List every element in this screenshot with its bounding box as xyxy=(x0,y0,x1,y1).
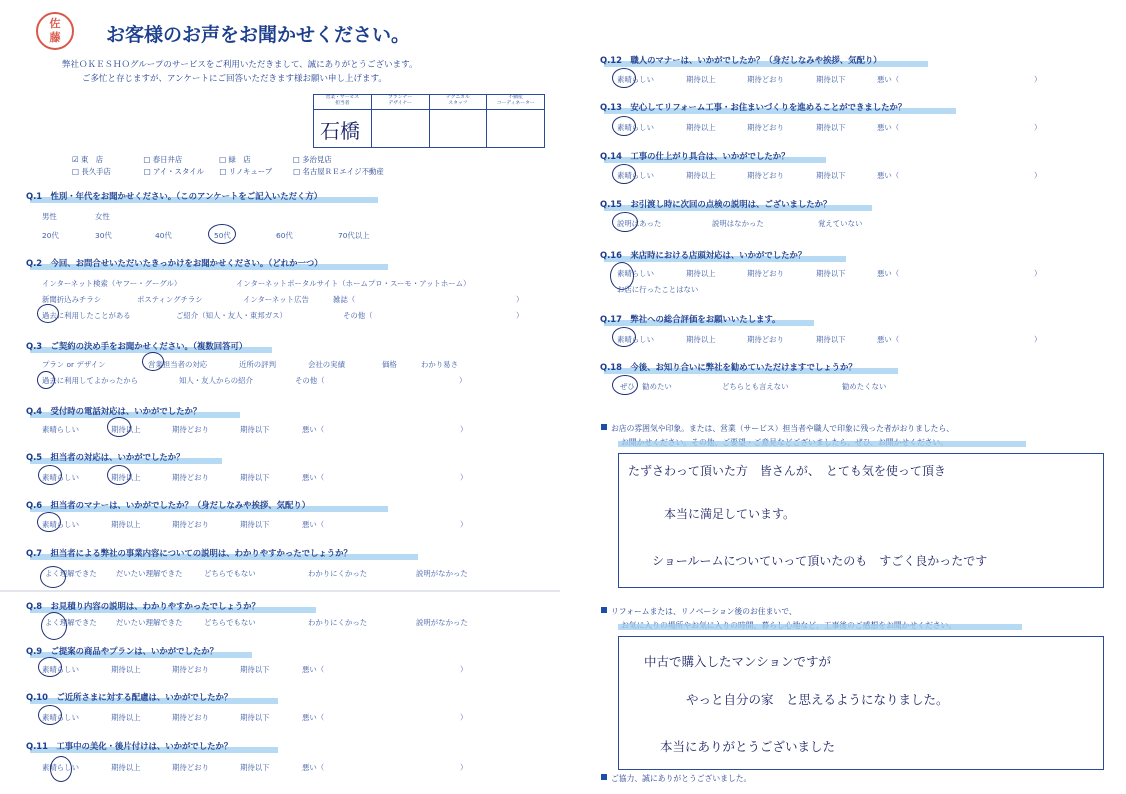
q10-below: 期待以下 xyxy=(240,713,270,722)
q2-other: その他（ xyxy=(343,311,373,320)
q4-bad: 悪い（ xyxy=(302,425,325,434)
q12-below: 期待以下 xyxy=(816,75,846,84)
answer-circle xyxy=(612,68,636,88)
store-nagakute: 長久手店 xyxy=(81,167,111,176)
checkbox-checked-icon[interactable]: ☑ xyxy=(72,155,79,164)
q15-dont-remember: 覚えていない xyxy=(818,219,863,228)
answer-circle xyxy=(208,224,236,244)
q14-above: 期待以上 xyxy=(686,171,716,180)
q15-explained[interactable]: 説明はあった xyxy=(617,219,662,228)
q13-as-expected: 期待どおり xyxy=(747,123,784,132)
store-midori: 緑 店 xyxy=(228,155,251,164)
q5-above[interactable]: 期待以上 xyxy=(111,473,141,482)
q2-web-ad: インターネット広告 xyxy=(243,295,309,304)
question-14: Q.14 工事の仕上がり具合は、いかがでしたか？ xyxy=(600,151,790,161)
q3-price: 価格 xyxy=(382,360,397,369)
footer-thanks: ご協力、誠にありがとうございました。 xyxy=(601,773,751,784)
answer-circle xyxy=(142,352,164,371)
q3-other-close: ） xyxy=(459,376,467,385)
question-16: Q.16 来店時における店頭対応は、いかがでしたか？ xyxy=(600,250,807,260)
store-nagoya-re: 名古屋ＲＥエイジ不動産 xyxy=(302,167,384,176)
staff-header-realestate: 不動産 コーディネーター xyxy=(496,95,535,106)
q11-above: 期待以上 xyxy=(111,763,141,772)
q7-well[interactable]: よく理解できた xyxy=(45,569,97,578)
q5-below: 期待以下 xyxy=(240,473,270,482)
q1-female: 女性 xyxy=(95,212,110,221)
comment2-line-1: 中古で購入したマンションですが xyxy=(644,654,831,669)
q6-above: 期待以上 xyxy=(111,520,141,529)
q10-above: 期待以上 xyxy=(111,713,141,722)
q1-age-50[interactable]: 50代 xyxy=(214,231,231,240)
q10-bad-close: ） xyxy=(460,713,468,722)
checkbox-icon[interactable]: □ xyxy=(72,167,79,176)
q16-below: 期待以下 xyxy=(816,269,846,278)
q2-other-close: ） xyxy=(516,311,524,320)
store-renocube: リノキューブ xyxy=(228,167,273,176)
q3-friend-referral: 知人・友人からの紹介 xyxy=(179,376,253,385)
answer-circle xyxy=(612,375,638,395)
staff-header-sales: 営業・サービス 担当者 xyxy=(314,95,372,109)
intro-line-2: ご多忙と存じますが、アンケートにご回答いただきます様お願い申し上げます。 xyxy=(82,74,387,84)
q1-male: 男性 xyxy=(42,212,57,221)
q4-below: 期待以下 xyxy=(240,425,270,434)
store-istyle: アイ・スタイル xyxy=(153,167,204,176)
q4-as-expected: 期待どおり xyxy=(172,425,209,434)
answer-circle xyxy=(107,417,131,437)
q3-track-record: 会社の実績 xyxy=(308,360,345,369)
q2-magazine-close: ） xyxy=(516,295,524,304)
q9-excellent[interactable]: 素晴らしい xyxy=(42,665,79,674)
q6-bad: 悪い（ xyxy=(302,520,325,529)
q9-as-expected: 期待どおり xyxy=(172,665,209,674)
q1-age-70: 70代以上 xyxy=(338,231,370,240)
q8-mostly: だいたい理解できた xyxy=(116,618,183,627)
checkbox-icon[interactable]: □ xyxy=(143,155,151,164)
q6-as-expected: 期待どおり xyxy=(172,520,209,529)
store-row-1 xyxy=(72,154,332,165)
q18-neutral: どちらとも言えない xyxy=(722,382,789,391)
q1-age-20: 20代 xyxy=(42,231,59,240)
answer-circle xyxy=(38,705,62,725)
q3-past-good[interactable]: 過去に利用してよかったから xyxy=(42,376,139,385)
q12-bad: 悪い（ xyxy=(877,75,900,84)
q13-below: 期待以下 xyxy=(816,123,846,132)
q15-not-explained: 説明はなかった xyxy=(712,219,764,228)
page-title: お客様のお声をお聞かせください。 xyxy=(106,24,411,46)
question-10: Q.10 ご近所さまに対する配慮は、いかがでしたか？ xyxy=(26,692,233,702)
comment1-prompt-1: お店の雰囲気や印象。または、営業（サービス）担当者や職人で印象に残った者がおりましたら、 xyxy=(601,423,954,434)
answer-circle xyxy=(612,212,638,232)
question-9: Q.9 ご提案の商品やプランは、いかがでしたか？ xyxy=(26,646,219,656)
q9-below: 期待以下 xyxy=(240,665,270,674)
answer-circle xyxy=(612,327,636,347)
q17-above: 期待以上 xyxy=(686,335,716,344)
q6-below: 期待以下 xyxy=(240,520,270,529)
q11-below: 期待以下 xyxy=(240,763,270,772)
q8-none: 説明がなかった xyxy=(416,618,468,627)
question-8: Q.8 お見積り内容の説明は、わかりやすかったでしょうか？ xyxy=(26,601,260,611)
page-divider xyxy=(0,590,560,592)
q17-below: 期待以下 xyxy=(816,335,846,344)
answer-circle xyxy=(612,116,636,136)
q14-bad: 悪い（ xyxy=(877,171,900,180)
square-bullet-icon xyxy=(601,607,607,613)
q2-posting: ポスティングチラシ xyxy=(137,295,203,304)
store-kasugai: 春日井店 xyxy=(152,155,183,164)
q5-bad-close: ） xyxy=(460,473,468,482)
q2-magazine: 雑誌（ xyxy=(333,295,356,304)
q5-bad: 悪い（ xyxy=(302,473,325,482)
question-3: Q.3 ご契約の決め手をお聞かせください。（複数回答可） xyxy=(26,341,248,351)
comment2-prompt-1: リフォームまたは、リノベーション後のお住まいで、 xyxy=(601,606,797,617)
q18-recommend[interactable]: ぜひ 勧めたい xyxy=(620,382,672,391)
question-18: Q.18 今後、お知り合いに弊社を勧めていただけますでしょうか？ xyxy=(600,362,857,372)
q14-as-expected: 期待どおり xyxy=(747,171,784,180)
q17-as-expected: 期待どおり xyxy=(747,335,784,344)
question-5: Q.5 担当者の対応は、いかがでしたか？ xyxy=(26,452,185,462)
q7-neutral: どちらでもない xyxy=(204,569,256,578)
q9-bad-close: ） xyxy=(460,665,468,674)
question-11: Q.11 工事中の美化・後片付けは、いかがでしたか？ xyxy=(26,741,233,751)
q3-sales-staff[interactable]: 営業担当者の対応 xyxy=(148,360,208,369)
q12-excellent[interactable]: 素晴らしい xyxy=(617,75,654,84)
answer-circle xyxy=(612,164,636,184)
seal-stamp: 佐藤 xyxy=(36,12,74,50)
staff-header-technical: テクニカル スタッフ xyxy=(430,95,488,109)
q12-as-expected: 期待どおり xyxy=(747,75,784,84)
q18-not-recommend: 勧めたくない xyxy=(842,382,887,391)
q2-newspaper: 新聞折込みチラシ xyxy=(42,295,102,304)
answer-circle xyxy=(37,512,61,532)
sales-staff-name: 石橋 xyxy=(320,119,360,143)
answer-circle xyxy=(38,465,62,485)
q3-plan: プラン or デザイン xyxy=(42,360,106,369)
question-15: Q.15 お引渡し時に次回の点検の説明は、ございましたか？ xyxy=(600,199,832,209)
q11-bad-close: ） xyxy=(460,763,468,772)
q17-bad-close: ） xyxy=(1034,335,1042,344)
question-7: Q.7 担当者による弊社の事業内容についての説明は、わかりやすかったでしょうか？ xyxy=(26,548,352,558)
q4-above[interactable]: 期待以上 xyxy=(111,425,141,434)
q16-never-visited: お店に行ったことはない xyxy=(617,285,699,294)
q10-as-expected: 期待どおり xyxy=(172,713,209,722)
q16-bad-close: ） xyxy=(1034,269,1042,278)
question-4: Q.4 受付時の電話対応は、いかがでしたか？ xyxy=(26,406,202,416)
question-2: Q.2 今回、お問合せいただいたきっかけをお聞かせください。（どれか一つ） xyxy=(26,258,323,268)
q3-clarity: わかり易さ xyxy=(421,360,458,369)
q17-bad: 悪い（ xyxy=(877,335,900,344)
checkbox-icon[interactable]: □ xyxy=(219,167,227,176)
question-17: Q.17 弊社への総合評価をお願いいたします。 xyxy=(600,314,781,324)
q11-excellent[interactable]: 素晴らしい xyxy=(42,763,79,772)
question-13: Q.13 安心してリフォーム工事・お住まいづくりを進めることができましたか？ xyxy=(600,102,907,112)
q8-hard: わかりにくかった xyxy=(308,618,368,627)
answer-circle xyxy=(38,657,62,677)
comment1-line-2: 本当に満足しています。 xyxy=(664,507,796,521)
checkbox-icon[interactable]: □ xyxy=(292,155,300,164)
q5-as-expected: 期待どおり xyxy=(172,473,209,482)
q9-bad: 悪い（ xyxy=(302,665,325,674)
question-1: Q.1 性別・年代をお聞かせください。（このアンケートをご記入いただく方） xyxy=(26,191,323,201)
q7-hard: わかりにくかった xyxy=(308,569,368,578)
store-tajimi: 多治見店 xyxy=(302,155,332,164)
q3-reputation: 近所の評判 xyxy=(239,360,276,369)
checkbox-icon[interactable]: □ xyxy=(293,167,301,176)
q1-age-40: 40代 xyxy=(155,231,172,240)
answer-circle xyxy=(50,756,72,782)
staff-table xyxy=(313,94,545,148)
checkbox-icon[interactable]: □ xyxy=(219,155,227,164)
q6-bad-close: ） xyxy=(460,520,468,529)
q8-well[interactable]: よく理解できた xyxy=(45,618,97,627)
q6-excellent[interactable]: 素晴らしい xyxy=(42,520,79,529)
comment2-line-2: やっと自分の家 と思えるようになりました。 xyxy=(686,692,949,707)
q10-bad: 悪い（ xyxy=(302,713,325,722)
q12-above: 期待以上 xyxy=(686,75,716,84)
q11-as-expected: 期待どおり xyxy=(172,763,209,772)
q2-portal: インターネットポータルサイト（ホームプロ・スーモ・アットホーム） xyxy=(236,279,471,288)
q13-excellent[interactable]: 素晴らしい xyxy=(617,123,654,132)
q4-excellent: 素晴らしい xyxy=(42,425,79,434)
q16-above: 期待以上 xyxy=(686,269,716,278)
q8-neutral: どちらでもない xyxy=(204,618,256,627)
answer-circle xyxy=(37,371,55,389)
q16-bad: 悪い（ xyxy=(877,269,900,278)
question-12: Q.12 職人のマナーは、いかがでしたか？（身だしなみや挨拶、気配り） xyxy=(600,55,882,65)
answer-circle xyxy=(37,304,59,323)
staff-header-planner: プランナー デザイナー xyxy=(372,95,430,109)
square-bullet-icon xyxy=(601,424,607,430)
comment1-line-3: ショールームについていって頂いたのも すごく良かったです xyxy=(652,554,988,568)
q2-past-use[interactable]: 過去に利用したことがある xyxy=(42,311,131,320)
q5-excellent[interactable]: 素晴らしい xyxy=(42,473,79,482)
comment1-line-1: たずさわって頂いた方 皆さんが、 とても気を使って頂き xyxy=(628,464,946,478)
intro-line-1: 弊社ＯＫＥＳＨＯグループのサービスをご利用いただきまして、誠にありがとうございます。 xyxy=(62,60,418,70)
comment2-line-3: 本当にありがとうございました xyxy=(660,739,836,754)
q13-above: 期待以上 xyxy=(686,123,716,132)
q14-below: 期待以下 xyxy=(816,171,846,180)
q7-none: 説明がなかった xyxy=(416,569,468,578)
checkbox-icon[interactable]: □ xyxy=(143,167,151,176)
q2-referral: ご紹介（知人・友人・東邦ガス） xyxy=(176,311,287,320)
q11-bad: 悪い（ xyxy=(302,763,325,772)
store-higashi: 東 店 xyxy=(81,155,104,164)
q1-age-60: 60代 xyxy=(276,231,293,240)
answer-circle xyxy=(41,612,67,640)
q14-excellent[interactable]: 素晴らしい xyxy=(617,171,654,180)
store-row-2 xyxy=(72,166,384,177)
q7-mostly: だいたい理解できた xyxy=(116,569,183,578)
question-6: Q.6 担当者のマナーは、いかがでしたか？（身だしなみや挨拶、気配り） xyxy=(26,500,311,510)
q4-bad-close: ） xyxy=(460,425,468,434)
q2-web-search: インターネット検索（ヤフー・グーグル） xyxy=(42,279,182,288)
q1-age-30: 30代 xyxy=(95,231,112,240)
q13-bad: 悪い（ xyxy=(877,123,900,132)
answer-circle xyxy=(107,465,131,485)
q9-above: 期待以上 xyxy=(111,665,141,674)
q10-excellent[interactable]: 素晴らしい xyxy=(42,713,79,722)
q16-as-expected: 期待どおり xyxy=(747,269,784,278)
q12-bad-close: ） xyxy=(1034,75,1042,84)
q16-excellent[interactable]: 素晴らしい xyxy=(617,269,654,278)
q17-excellent[interactable]: 素晴らしい xyxy=(617,335,654,344)
answer-circle xyxy=(40,566,66,588)
square-bullet-icon xyxy=(601,774,607,780)
q14-bad-close: ） xyxy=(1034,171,1042,180)
q13-bad-close: ） xyxy=(1034,123,1042,132)
q3-other: その他（ xyxy=(295,376,325,385)
